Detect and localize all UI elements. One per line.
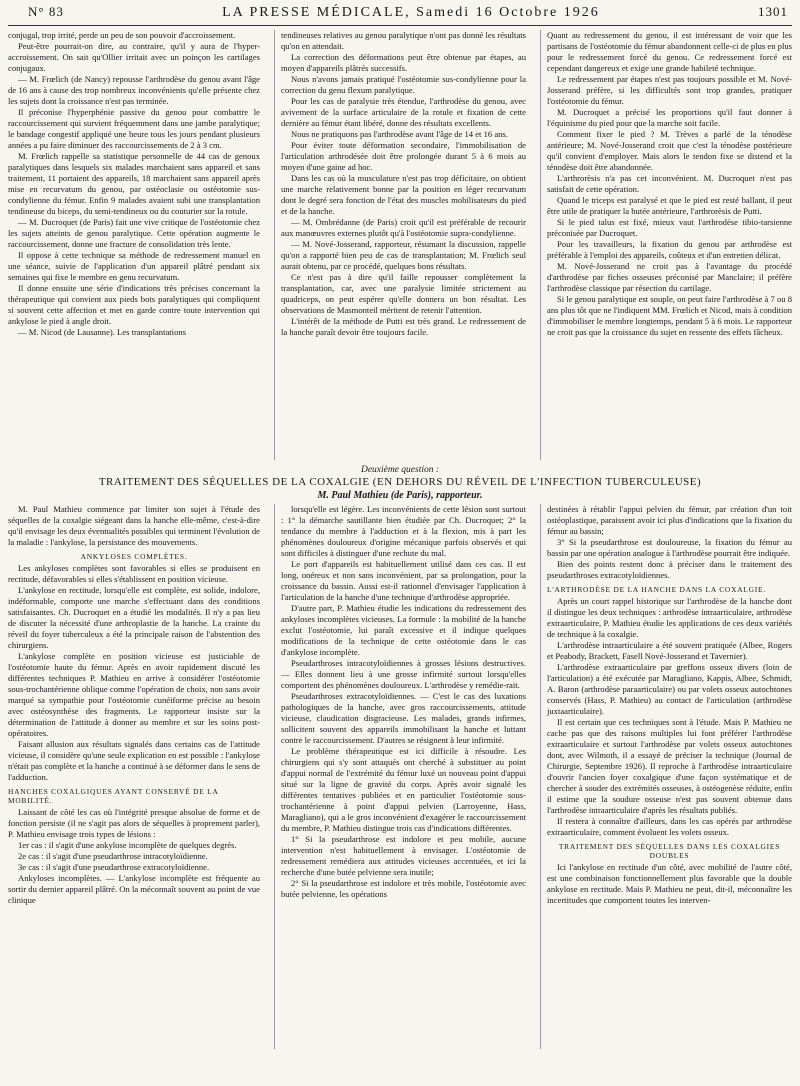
paragraph: Pseudarthroses extracotyloïdiennes. — C'est le cas des luxations pathologiques de la hanche, avec gros raccourcissements, attitude vicieuse, claudication disgracieuse. Les malades, grands infirmes, sollicitent souvent des appareils immobilisant la hanche et luttant contre le raccourcissement. D'autres se résignent à leur infirmité. bbox=[281, 691, 526, 745]
section-title: TRAITEMENT DES SÉQUELLES DE LA COXALGIE (EN DEHORS DU RÉVEIL DE L'INFECTION TUBERCULEUSE) bbox=[98, 476, 702, 488]
paragraph: Pour les cas de paralysie très étendue, l'arthrodèse du genou, avec avivement de la surface articulaire de la rotule et fixation de cette dernière au fémur étant libéré, donne des résultats excellents. bbox=[281, 96, 526, 128]
paragraph: Laissant de côté les cas où l'intégrité presque absolue de forme et de fonction persiste (il ne s'agit pas alors de séquelles à proprement parler), P. Mathieu envisage trois types de lésions : bbox=[8, 807, 260, 839]
paragraph: destinées à rétablir l'appui pelvien du fémur, par création d'un toit ostéoplastique, paraissent avoir ici plus d'indications que la fixation du fémur au bassin; bbox=[547, 504, 792, 536]
top-column-3 bbox=[540, 30, 792, 460]
paragraph: 1° Si la pseudarthrose est indolore et peu mobile, aucune intervention n'est habituellement à envisager. L'ostéotomie de redressement remédiera aux attitudes vicieuses accentuées, et ici la recherche d'une butée pelvienne sera inutile; bbox=[281, 834, 526, 877]
paragraph: 2° Si la pseudarthrose est indolore et très mobile, l'ostéotomie avec butée pelvienne, les opérations bbox=[281, 878, 526, 899]
paragraph: lorsqu'elle est légère. Les inconvénients de cette lésion sont surtout : 1° la démarche sautillante bien étudiée par Ch. Ducroquet; 2° la tendance du membre à l'adduction et à la flexion, mis à part les phénomènes douloureux d'origine mécanique parfois observés et qui sont difficiles à distinguer d'une rechute du mal. bbox=[281, 504, 526, 558]
paragraph: M. Nové-Josserand ne croit pas à l'avantage du procédé d'arthrodèse par fiches osseuses préconisé par Manclaire; il préfère l'arthrodèse classique par résection du cartilage. bbox=[547, 261, 792, 293]
paragraph: L'intérêt de la méthode de Putti est très grand. Le redressement de la hanche paraît devoir être toujours facile. bbox=[281, 316, 526, 337]
bottom-columns bbox=[8, 504, 792, 1049]
paragraph: Pour les travailleurs, la fixation du genou par arthrodèse est préférable à l'emploi des appareils, coûteux et d'un entretien délicat. bbox=[547, 239, 792, 260]
bottom-column-2 bbox=[274, 504, 526, 1049]
paragraph: 3° Si la pseudarthrose est douloureuse, la fixation du fémur au bassin par une opération analogue à l'arthrodèse pourrait être indiquée. bbox=[547, 537, 792, 558]
paragraph: 1er cas : il s'agit d'une ankylose incomplète de quelques degrés. bbox=[18, 840, 237, 850]
paragraph: La correction des déformations peut être obtenue par étapes, au moyen d'appareils plâtrés successifs. bbox=[281, 52, 526, 73]
paragraph: Ici l'ankylose en rectitude d'un côté, avec mobilité de l'autre côté, est une combinaison fonctionnellement plus favorable que la double ankylose en rectitude. Mais P. Mathieu ne peut, dit-il, méconnaître les incertitudes que comportent toutes les interven- bbox=[547, 862, 792, 905]
subheading: TRAITEMENT DES SÉQUELLES DANS LES COXALGIES DOUBLES bbox=[558, 842, 781, 860]
paragraph: — M. Frœlich (de Nancy) repousse l'arthrodèse du genou avant l'âge de 16 ans à cause des trop nombreux inconvénients qu'elle présente chez les sujets dont la croissance n'est pas terminée. bbox=[8, 74, 260, 106]
paragraph: L'ankylose complète en position vicieuse est justiciable de l'ostéotomie haute du fémur. Après en avoir rapidement discuté les différentes techniques P. Mathieu en arrive à considérer l'ostéotomie sous-trochantérienne oblique comme l'opération de choix, non sans avoir marqué sa sympathie pour l'ostéotomie cunéiforme précise au besoin avec ostéosynthèse des fragments. Le rapporteur insiste sur la détermination de l'attitude à donner au membre et sur les soins post-opératoires. bbox=[8, 651, 260, 738]
section-author: M. Paul Mathieu (de Paris), rapporteur. bbox=[317, 490, 483, 501]
paragraph: Si le pied talus est fixé, mieux vaut l'arthrodèse tibio-tarsienne préconisée par Ducroquet. bbox=[547, 217, 792, 238]
top-column-1 bbox=[8, 30, 260, 460]
paragraph: Les ankyloses complètes sont favorables si elles se produisent en rectitude, défavorables si elles s'établissent en position vicieuse. bbox=[8, 563, 260, 584]
page-number-right: 1301 bbox=[757, 4, 788, 19]
paragraph: Bien des points restent donc à préciser dans le traitement des pseudarthroses extracotyloïdiennes. bbox=[547, 559, 792, 580]
paragraph: Le problème thérapeutique est ici difficile à résoudre. Les chirurgiens qui s'y sont attaqués ont cherché à substituer au point d'appui normal de l'extrémité du fémur luxé un nouveau point d'appui situé sur la ligne de gravité du corps. Après avoir signalé les différentes tentatives publiées et en particulier l'ostéotomie sous-trochantérienne à point d'appui pelvien (Larroyenne, Hass, Maragliano), qui a le gros inconvénient d'exagérer le raccourcissement du membre, P. Mathieu distingue trois cas d'indications différentes. bbox=[281, 746, 526, 833]
paragraph: Il préconise l'hyperphénie passive du genou pour combattre le raccourcissement qui survient fréquemment dans une jambe paralytique; le bandage congestif appliqué une heure tous les jours pendant plusieurs années a pu faire diminuer des raccourcissements de 2 à 3 cm. bbox=[8, 107, 260, 150]
paragraph: Quand le triceps est paralysé et que le pied est resté ballant, il peut être utile de pratiquer la butée antérieure, l'arthrorèsis de Putti. bbox=[547, 195, 792, 216]
paragraph: 3e cas : il s'agit d'une pseudarthrose extracotyloïdienne. bbox=[18, 862, 210, 872]
paragraph: L'ankylose en rectitude, lorsqu'elle est complète, est solide, indolore, indéformable, comporte une marche s'effectuant dans des conditions satisfaisantes. Ch. Ducroquet en a étudié les modalités. Il n'y a pas lieu de discuter la nécessité d'une arthroplastie de la hanche. La crainte du réveil du foyer tuberculeux a été la principale raison de l'abstention des chirurgiens. bbox=[8, 585, 260, 650]
paragraph: M. Paul Mathieu commence par limiter son sujet à l'étude des séquelles de la coxalgie siégeant dans la hanche elle-même, c'est-à-dire qu'il envisage les deux éventualités possibles qui terminent l'évolution de la maladie : l'ankylose, la persistance des mouvements. bbox=[8, 504, 260, 547]
paragraph: Ankyloses incomplètes. — L'ankylose incomplète est fréquente au sortir du dernier appareil plâtré. On la méconnaît souvent au point de vue clinique bbox=[8, 873, 260, 905]
paragraph: Si le genou paralytique est souple, on peut faire l'arthrodèse à 7 ou 8 ans plus tôt que ne l'indiquent MM. Frœlich et Nicod, mais à condition d'immobiliser le membre longtemps, pendant 5 à 6 mois. Le rapporteur ne croit pas que la croissance du sujet en ressente des effets fâcheux. bbox=[547, 294, 792, 337]
section-label: Deuxième question : bbox=[360, 465, 440, 475]
newspaper-page bbox=[8, 4, 792, 1078]
paragraph: Pour éviter toute déformation secondaire, l'immobilisation de l'articulation arthrodésée doit être prolongée durant 5 à 6 mois au moyen d'une gaine ad hoc. bbox=[281, 140, 526, 172]
paragraph: L'arthrorèsis n'a pas cet inconvénient. M. Ducroquet n'est pas satisfait de cette opération. bbox=[547, 173, 792, 194]
paragraph: — M. Nové-Josserand, rapporteur, résumant la discussion, rappelle qu'on a rapporté bien peu de cas de transplantation; M. Frœlich seul aurait obtenu, par ce procédé, quelques bons résultats. bbox=[281, 239, 526, 271]
paragraph: L'arthrodèse intraarticulaire a été souvent pratiquée (Albee, Rogers et Peabody, Brackett, Fasell Nové-Josserand et Tavernier). bbox=[547, 640, 792, 661]
top-columns bbox=[8, 30, 792, 460]
paragraph: D'autre part, P. Mathieu étudie les indications du redressement des ankyloses incomplètes vicieuses. La formule : la mobilité de la hanche exclut l'ostéotomie, lui paraît excessive et il indique quelques modifications de la technique de cette ostéotomie dans le cas d'ankylose incomplète. bbox=[281, 603, 526, 657]
paragraph: Nous ne pratiquons pas l'arthrodèse avant l'âge de 14 et 16 ans. bbox=[291, 129, 508, 139]
paragraph: Pseudarthroses intracotyloïdiennes à grosses lésions destructives. — Elles donnent lieu à une grosse infirmité surtout lorsqu'elles comportent des phénomènes douloureux. L'arthrodèse y remédie-rait. bbox=[281, 658, 526, 690]
paragraph: Ce n'est pas à dire qu'il faille repousser complètement la transplantation, car, avec une paralysie limitée strictement au quadriceps, on peut espérer qu'elle donnera un bon résultat. Les observations de Masmonteil méritent de retenir l'attention. bbox=[281, 272, 526, 315]
paragraph: Comment fixer le pied ? M. Trèves a parlé de la ténodèse antérieure; M. Nové-Josserand croit que c'est la ténodèse postérieure qu'il convient d'employer. Mais alors le tendon fixe se distend et la ténodèse doit être abandonnée. bbox=[547, 129, 792, 172]
paragraph: Il oppose à cette technique sa méthode de redressement manuel en une séance, suivie de l'application d'un appareil plâtré pendant six semaines qui fixe le membre en genu recurvatum. bbox=[8, 250, 260, 282]
paragraph: Il restera à connaître d'ailleurs, dans les cas opérés par arthrodèse extraarticulaire, comment évoluent les volets osseux. bbox=[547, 816, 792, 837]
subheading: HANCHES COXALGIQUES AYANT CONSERVÉ DE LA MOBILITÉ. bbox=[8, 787, 219, 805]
top-column-2 bbox=[274, 30, 526, 460]
bottom-column-3 bbox=[540, 504, 792, 1049]
paragraph: Quant au redressement du genou, il est intéressant de voir que les partisans de l'ostéotomie du fémur abandonnent celle-ci de plus en plus pour le redressement forcé du genou. Ce redressement forcé est cependant dangereux et exige une grande habileté technique. bbox=[547, 30, 792, 73]
paragraph: — M. Nicod (de Lausanne). Les transplantations bbox=[18, 327, 187, 337]
paragraph: M. Frœlich rappelle sa statistique personnelle de 44 cas de genoux paralytiques dans lesquels six malades marchaient sans appareil et sans traitement, 11 portaient des appareils, 18 marchaient sans appareil après mise en recurvatum du genou, par ostéoclasie ou ostéotomie sus-condylienne du fémur. Enfin 9 malades avaient subi une transplantation tendineuse du biceps, du semi-tendineux ou du couturier sur la rotule. bbox=[8, 151, 260, 216]
paragraph: M. Ducroquet a précisé les proportions qu'il faut donner à l'équinisme du pied pour que la marche soit facile. bbox=[547, 107, 792, 128]
paragraph: Après un court rappel historique sur l'arthrodèse de la hanche dont il distingue les deux techniques : arthrodèse intraarticulaire, arthrodèse extraarticulaire, P. Mathieu étudie les applications de ces deux variétés de technique à la coxalgie. bbox=[547, 596, 792, 639]
paragraph: Nous n'avons jamais pratiqué l'ostéotomie sus-condylienne pour la correction du genu flexum paralytique. bbox=[281, 74, 526, 95]
paragraph: Le redressement par étapes n'est pas toujours possible et M. Nové-Josserand préfère, si les difficultés sont trop grandes, pratiquer l'ostéotomie du fémur. bbox=[547, 74, 792, 106]
paragraph: tendineuses relatives au genou paralytique n'ont pas donné les résultats qu'on en attendait. bbox=[281, 30, 526, 51]
journal-title: LA PRESSE MÉDICALE, Samedi 16 Octobre 1926 bbox=[222, 5, 600, 20]
subheading: L'ARTHRODÈSE DE LA HANCHE DANS LA COXALGIE. bbox=[547, 585, 767, 594]
paragraph: Dans les cas où la musculature n'est pas trop déficitaire, on obtient une marche relativement bonne par la position en léger recurvatum dont le degré sera fonction de l'état des muscles mobilisateurs du pied et de la hanche. bbox=[281, 173, 526, 216]
paragraph: conjugal, trop irrité, perde un peu de son pouvoir d'accroissement. bbox=[8, 30, 236, 40]
paragraph: 2e cas : il s'agit d'une pseudarthrose intracotyloïdienne. bbox=[18, 851, 208, 861]
paragraph: Faisant allusion aux résultats signalés dans certains cas de l'attitude vicieuse, il considère qu'une seule explication en est possible : l'ankylose n'était pas complète et la hanche a continué à se déformer dans le sens de l'adduction. bbox=[8, 739, 260, 782]
paragraph: Le port d'appareils est habituellement utilisé dans ces cas. Il est long, onéreux et non sans inconvénient, par sa prolongation, pour la croissance du bassin. Aussi est-il rationnel d'envisager l'application à l'articulation de la hanche d'une technique d'arthrodèse appropriée. bbox=[281, 559, 526, 602]
bottom-column-1 bbox=[8, 504, 260, 1049]
paragraph: Il est certain que ces techniques sont à l'étude. Mais P. Mathieu ne cache pas que des raisons multiples lui font préférer l'arthrodèse extraarticulaire et surtout l'arthrodèse par volets osseux autochtones dont, avec Wilmoth, il a essayé de préciser la technique (Journal de Chirurgie, Septembre 1926). Il reproche à l'arthrodèse intraarticulaire d'ouvrir l'ancien foyer coxalgique d'une façon systématique et de chercher à souder des extrémités osseuses, à ostéogenèse réduite, enfin il estime que la soudure osseuse n'est pas souvent obtenue dans l'arthrodèse intraarticulaire d'après les résultats publiés. bbox=[547, 717, 792, 815]
paragraph: L'arthrodèse extraarticulaire par greffons osseux divers (loin de l'articulation) a été exécutée par Maragliano, Kappis, Albee, Schmidt, A. Baron (arthrodèse paraarticulaire) ou par volets osseux autochtones conservés (Hass, P. Mathieu) au contact de l'articulation (arthrodèse juxtaarticulaire). bbox=[547, 662, 792, 716]
subheading: ANKYLOSES COMPLÈTES. bbox=[80, 552, 188, 561]
paragraph: Peut-être pourrait-on dire, au contraire, qu'il y aura de l'hyper-accroissement. On sait qu'Ollier irritait avec un poinçon les cartilages conjugaux. bbox=[8, 41, 260, 73]
page-number-left: N° 83 bbox=[28, 4, 64, 19]
paragraph: — M. Ducroquet (de Paris) fait une vive critique de l'ostéotomie chez les sujets atteints de genou paralytique. Cette opération augmente le raccourcissement, donne une fracture de consolidation très lente. bbox=[8, 217, 260, 249]
running-header bbox=[8, 4, 792, 26]
paragraph: — M. Ombrédanne (de Paris) croit qu'il est préférable de recourir aux manœuvres externes plutôt qu'à l'ostéotomie supra-condylienne. bbox=[281, 217, 526, 238]
paragraph: Il donne ensuite une série d'indications très précises concernant la thérapeutique qui convient aux pieds bots paralytiques qui compliquent si souvent cette affection et met en garde contre toute intervention qui ankylose le pied à angle droit. bbox=[8, 283, 260, 326]
